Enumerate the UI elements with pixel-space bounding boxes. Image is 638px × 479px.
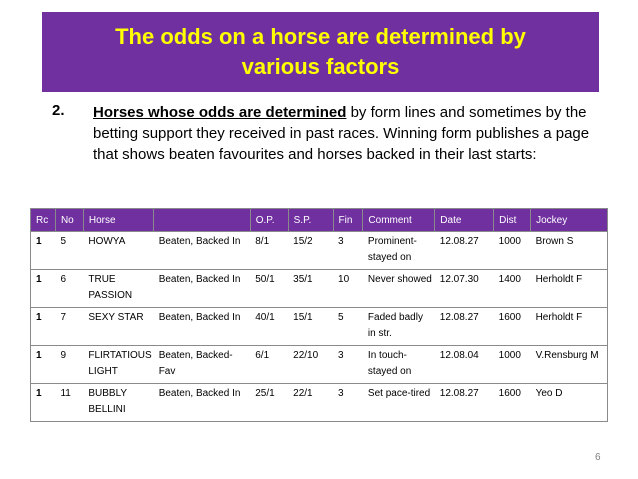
table-row [31, 232, 608, 270]
cell-dist: 1600 [494, 308, 531, 346]
cell-rc: 1 [31, 384, 56, 422]
cell-dist: 1000 [494, 346, 531, 384]
cell-status: Beaten, Backed In [154, 270, 251, 308]
cell-op: 8/1 [250, 232, 288, 270]
cell-op: 50/1 [250, 270, 288, 308]
cell-fin: 3 [333, 232, 363, 270]
slide-title-line-1: The odds on a horse are determined by [115, 24, 526, 49]
cell-fin: 5 [333, 308, 363, 346]
table-row [31, 346, 608, 384]
cell-jockey: Yeo D [531, 384, 608, 422]
cell-rc: 1 [31, 346, 56, 384]
header-date: Date [435, 209, 494, 232]
cell-horse: SEXY STAR [83, 308, 153, 346]
cell-sp: 35/1 [288, 270, 333, 308]
cell-dist: 1000 [494, 232, 531, 270]
cell-sp: 15/2 [288, 232, 333, 270]
cell-sp: 22/1 [288, 384, 333, 422]
cell-dist: 1600 [494, 384, 531, 422]
header-sp: S.P. [288, 209, 333, 232]
cell-jockey: V.Rensburg M [531, 346, 608, 384]
cell-no: 9 [55, 346, 83, 384]
cell-comment: In touch-stayed on [363, 346, 435, 384]
header-status [154, 209, 251, 232]
page-number: 6 [595, 452, 601, 463]
paragraph-rest: by form lines and sometimes by the betting support they received in past races. Winning form publishes a page that shows beaten favourites and horses backed in their last starts: [93, 104, 590, 163]
cell-horse: BUBBLY BELLINI [83, 384, 153, 422]
table-row [31, 270, 608, 308]
cell-horse: FLIRTATIOUS LIGHT [83, 346, 153, 384]
cell-comment: Set pace-tired [363, 384, 435, 422]
header-comment: Comment [363, 209, 435, 232]
cell-status: Beaten, Backed In [154, 232, 251, 270]
cell-comment: Never showed [363, 270, 435, 308]
header-jockey: Jockey [531, 209, 608, 232]
cell-date: 12.08.04 [435, 346, 494, 384]
header-dist: Dist [494, 209, 531, 232]
cell-horse: HOWYA [83, 232, 153, 270]
cell-jockey: Herholdt F [531, 270, 608, 308]
cell-fin: 3 [333, 346, 363, 384]
body-paragraph [93, 102, 603, 165]
cell-rc: 1 [31, 308, 56, 346]
header-op: O.P. [250, 209, 288, 232]
cell-fin: 3 [333, 384, 363, 422]
cell-rc: 1 [31, 232, 56, 270]
cell-status: Beaten, Backed-Fav [154, 346, 251, 384]
cell-no: 6 [55, 270, 83, 308]
cell-comment: Faded badly in str. [363, 308, 435, 346]
cell-no: 11 [55, 384, 83, 422]
odds-table [30, 208, 608, 422]
cell-comment: Prominent-stayed on [363, 232, 435, 270]
cell-sp: 15/1 [288, 308, 333, 346]
header-horse: Horse [83, 209, 153, 232]
cell-jockey: Herholdt F [531, 308, 608, 346]
cell-date: 12.08.27 [435, 384, 494, 422]
cell-dist: 1400 [494, 270, 531, 308]
paragraph-number: 2. [52, 102, 65, 119]
cell-status: Beaten, Backed In [154, 308, 251, 346]
cell-jockey: Brown S [531, 232, 608, 270]
slide-title-line-2: various factors [241, 54, 400, 79]
cell-status: Beaten, Backed In [154, 384, 251, 422]
cell-fin: 10 [333, 270, 363, 308]
table-body [31, 232, 608, 422]
header-no: No [55, 209, 83, 232]
cell-date: 12.08.27 [435, 308, 494, 346]
cell-sp: 22/10 [288, 346, 333, 384]
cell-horse: TRUE PASSION [83, 270, 153, 308]
table-row [31, 384, 608, 422]
header-fin: Fin [333, 209, 363, 232]
cell-op: 25/1 [250, 384, 288, 422]
paragraph-lead: Horses whose odds are determined [93, 104, 347, 121]
header-rc: Rc [31, 209, 56, 232]
cell-date: 12.08.27 [435, 232, 494, 270]
title-banner [42, 12, 599, 92]
cell-op: 6/1 [250, 346, 288, 384]
cell-rc: 1 [31, 270, 56, 308]
cell-date: 12.07.30 [435, 270, 494, 308]
cell-no: 7 [55, 308, 83, 346]
table-row [31, 308, 608, 346]
table-header-row [31, 209, 608, 232]
cell-op: 40/1 [250, 308, 288, 346]
cell-no: 5 [55, 232, 83, 270]
